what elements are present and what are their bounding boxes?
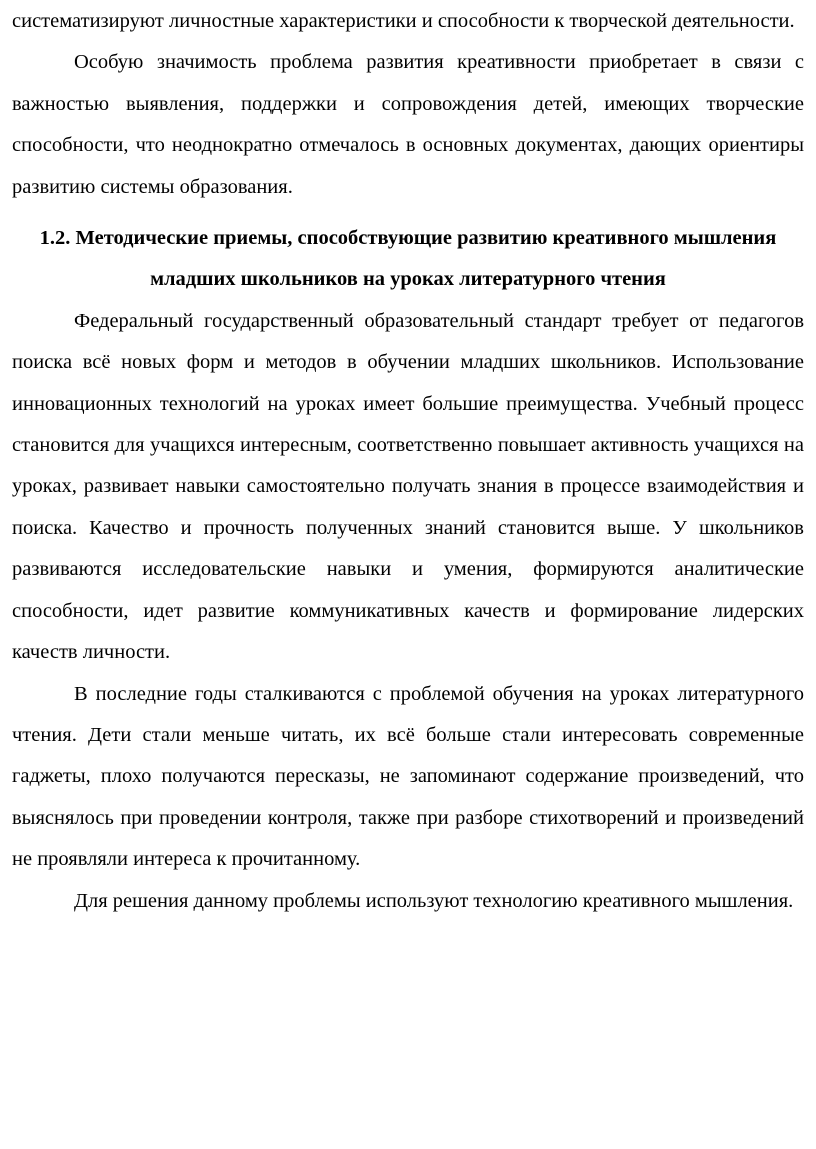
paragraph-continuation: систематизируют личностные характеристики и способности к творческой деятельности. (12, 10, 795, 32)
paragraph-fgos: Федеральный государственный образовательный стандарт требует от педагогов поиска всё новых форм и методов в обучении младших школьников. Использование инновационных технологий на уроках имеет большие преимущества. Учебный процесс становится для учащихся интересным, соответственно повышает активность учащихся на уроках, развивает навыки самостоятельно получать знания в процессе взаимодействия и поиска. Качество и прочность полученных знаний становится выше. У школьников развиваются исследовательские навыки и умения, формируются аналитические способности, идет развитие коммуникативных качеств и формирование лидерских качеств личности. (12, 309, 804, 664)
section-heading: 1.2. Методические приемы, способствующие развитию креативного мышления младших школьников на уроках литературного чтения (39, 227, 777, 291)
paragraph-reading-problem: В последние годы сталкиваются с проблемой обучения на уроках литературного чтения. Дети стали меньше читать, их всё больше стали интересовать современные гаджеты, плохо получаются пересказы, не запоминают содержание произведений, что выяснялось при проведении контроля, также при разборе стихотворений и произведений не проявляли интереса к прочитанному. (12, 682, 804, 871)
paragraph-solution: Для решения данному проблемы используют технологию креативного мышления. (74, 889, 794, 912)
paragraph-creativity-significance: Особую значимость проблема развития креативности приобретает в связи с важностью выявления, поддержки и сопровождения детей, имеющих творческие способности, что неоднократно отмечалось в основных документах, дающих ориентиры развитию системы образования. (12, 51, 804, 198)
document-page (12, 0, 804, 922)
